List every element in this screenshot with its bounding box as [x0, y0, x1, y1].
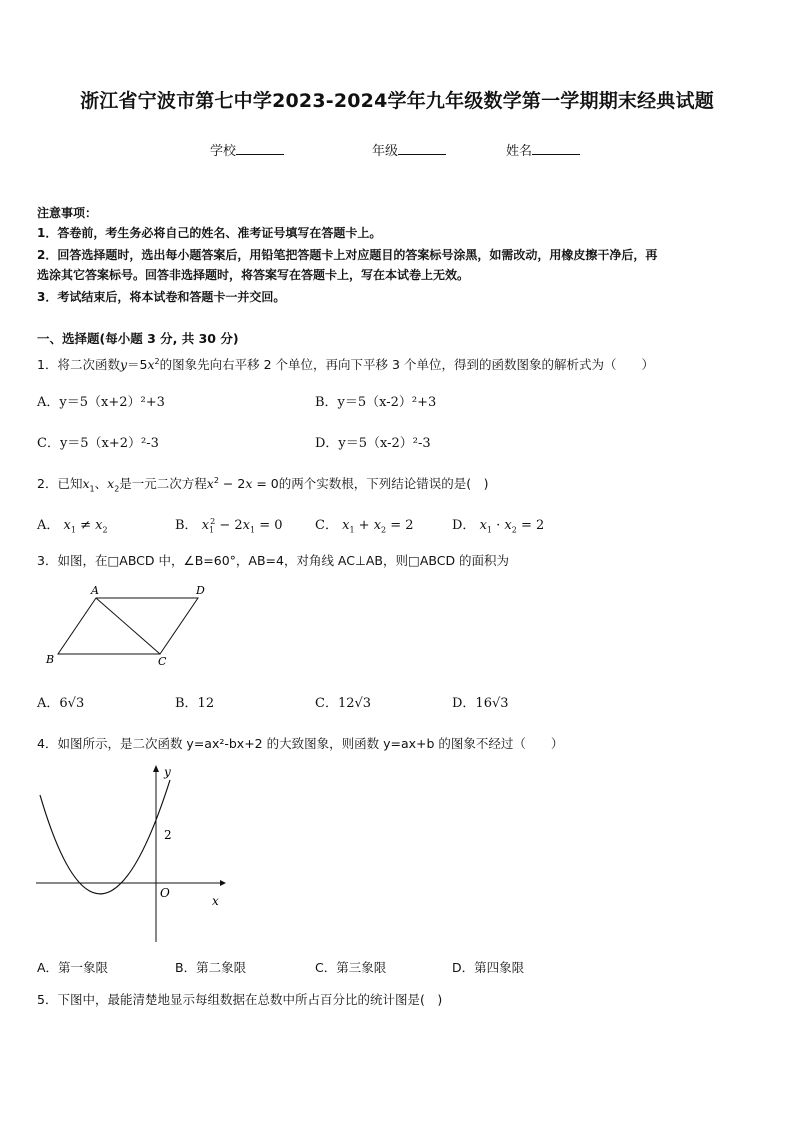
question-1: [37, 355, 654, 373]
note-item-3: 3．考试结束后，将本试卷和答题卡一并交回。: [37, 290, 286, 304]
question-4: 4．如图所示，是二次函数 y=ax²-bx+2 的大致图象，则函数 y=ax+b 的图象不经过（ ）: [37, 736, 564, 751]
q2-option-a-math: $x_1 \ne x_2$: [63, 518, 108, 535]
school-field: [210, 140, 284, 159]
q2-option-a: [37, 514, 108, 535]
q2-option-c: [315, 514, 414, 535]
q3-option-d: D．16√3: [452, 696, 509, 711]
notes-heading: 注意事项：: [37, 206, 98, 220]
diagonal-ac: [96, 598, 160, 654]
grade-label: 年级: [372, 144, 399, 159]
vertex-d-label: D: [196, 584, 205, 597]
q1-text-a: 1．将二次函数: [37, 357, 120, 372]
q1-formula: $y=5x^2$: [119, 356, 160, 372]
origin-label: O: [160, 886, 170, 900]
name-blank: [532, 142, 580, 155]
q2-text-c: 的两个实数根，下列结论错误的是( ): [278, 476, 489, 491]
q1-option-c: C．y＝5（x+2）²-3: [37, 436, 159, 451]
note-item-1: 1．答卷前，考生务必将自己的姓名、准考证号填写在答题卡上。: [37, 226, 382, 240]
q4-option-a: A．第一象限: [37, 960, 109, 975]
q1-text-b: 的图象先向右平移 2 个单位，再向下平移 3 个单位，得到的函数图象的解析式为（ ）: [159, 357, 654, 372]
q2-option-b: [175, 514, 283, 535]
q3-option-b: B．12: [175, 696, 215, 711]
note-item-2-cont: 选涂其它答案标号。回答非选择题时，将答案写在答题卡上，写在本试卷上无效。: [37, 268, 470, 282]
x-axis-arrow: [220, 880, 226, 886]
parabola-curve: [40, 780, 170, 894]
name-field: [506, 140, 580, 159]
grade-field: [372, 140, 446, 159]
grade-blank: [398, 142, 446, 155]
vertex-a-label: A: [91, 584, 99, 597]
q4-option-b: B．第二象限: [175, 960, 247, 975]
y-axis-label: y: [164, 765, 171, 779]
parallelogram-figure: [40, 580, 220, 670]
q2-text-b: 是一元二次方程: [119, 476, 207, 491]
q4-option-c: C．第三象限: [315, 960, 387, 975]
question-3: 3．如图，在□ABCD 中，∠B=60°，AB=4，对角线 AC⊥AB，则□ABCD 的面积为: [37, 553, 510, 568]
q2-option-b-label: B．: [175, 518, 198, 533]
school-label: 学校: [210, 144, 237, 159]
question-5: 5．下图中，最能清楚地显示每组数据在总数中所占百分比的统计图是( ): [37, 992, 443, 1007]
y-axis-arrow: [153, 765, 159, 772]
y-intercept-label: 2: [164, 828, 172, 842]
q2-option-c-math: $x_1 + x_2 = 2$: [342, 518, 414, 535]
q3-option-a: A．6√3: [37, 696, 85, 711]
section-heading: 一、选择题(每小题 3 分, 共 30 分): [37, 331, 239, 346]
q2-option-a-label: A．: [37, 518, 60, 533]
vertex-b-label: B: [46, 653, 55, 666]
name-label: 姓名: [506, 144, 533, 159]
q2-option-d-math: $x_1 \cdot x_2 = 2$: [479, 518, 545, 535]
q2-text-a: 2．已知: [37, 476, 83, 491]
q1-option-d: D．y＝5（x-2）²-3: [315, 436, 431, 451]
q1-option-b: B．y＝5（x-2）²+3: [315, 395, 437, 410]
question-2: [37, 474, 489, 494]
q2-option-d-label: D．: [452, 518, 476, 533]
school-blank: [236, 142, 284, 155]
vertex-c-label: C: [158, 655, 167, 668]
q1-option-a: A．y＝5（x+2）²+3: [37, 395, 165, 410]
q2-roots: $x_1$、$x_2$: [82, 476, 120, 494]
q2-option-d: [452, 514, 544, 535]
note-item-2: 2．回答选择题时，选出每小题答案后，用铅笔把答题卡上对应题目的答案标号涂黑，如需改动，用橡皮擦干净后，再: [37, 248, 658, 262]
q3-option-c: C．12√3: [315, 696, 372, 711]
parabola-graph: [30, 760, 230, 945]
q2-equation: $x^2 - 2x = 0$: [206, 475, 279, 491]
q4-option-d: D．第四象限: [452, 960, 525, 975]
x-axis-label: x: [212, 894, 219, 908]
page-title: 浙江省宁波市第七中学2023-2024学年九年级数学第一学期期末经典试题: [80, 90, 714, 112]
q2-option-c-label: C．: [315, 518, 338, 533]
q2-option-b-math: $x_1^2 - 2x_1 = 0$: [201, 516, 283, 535]
